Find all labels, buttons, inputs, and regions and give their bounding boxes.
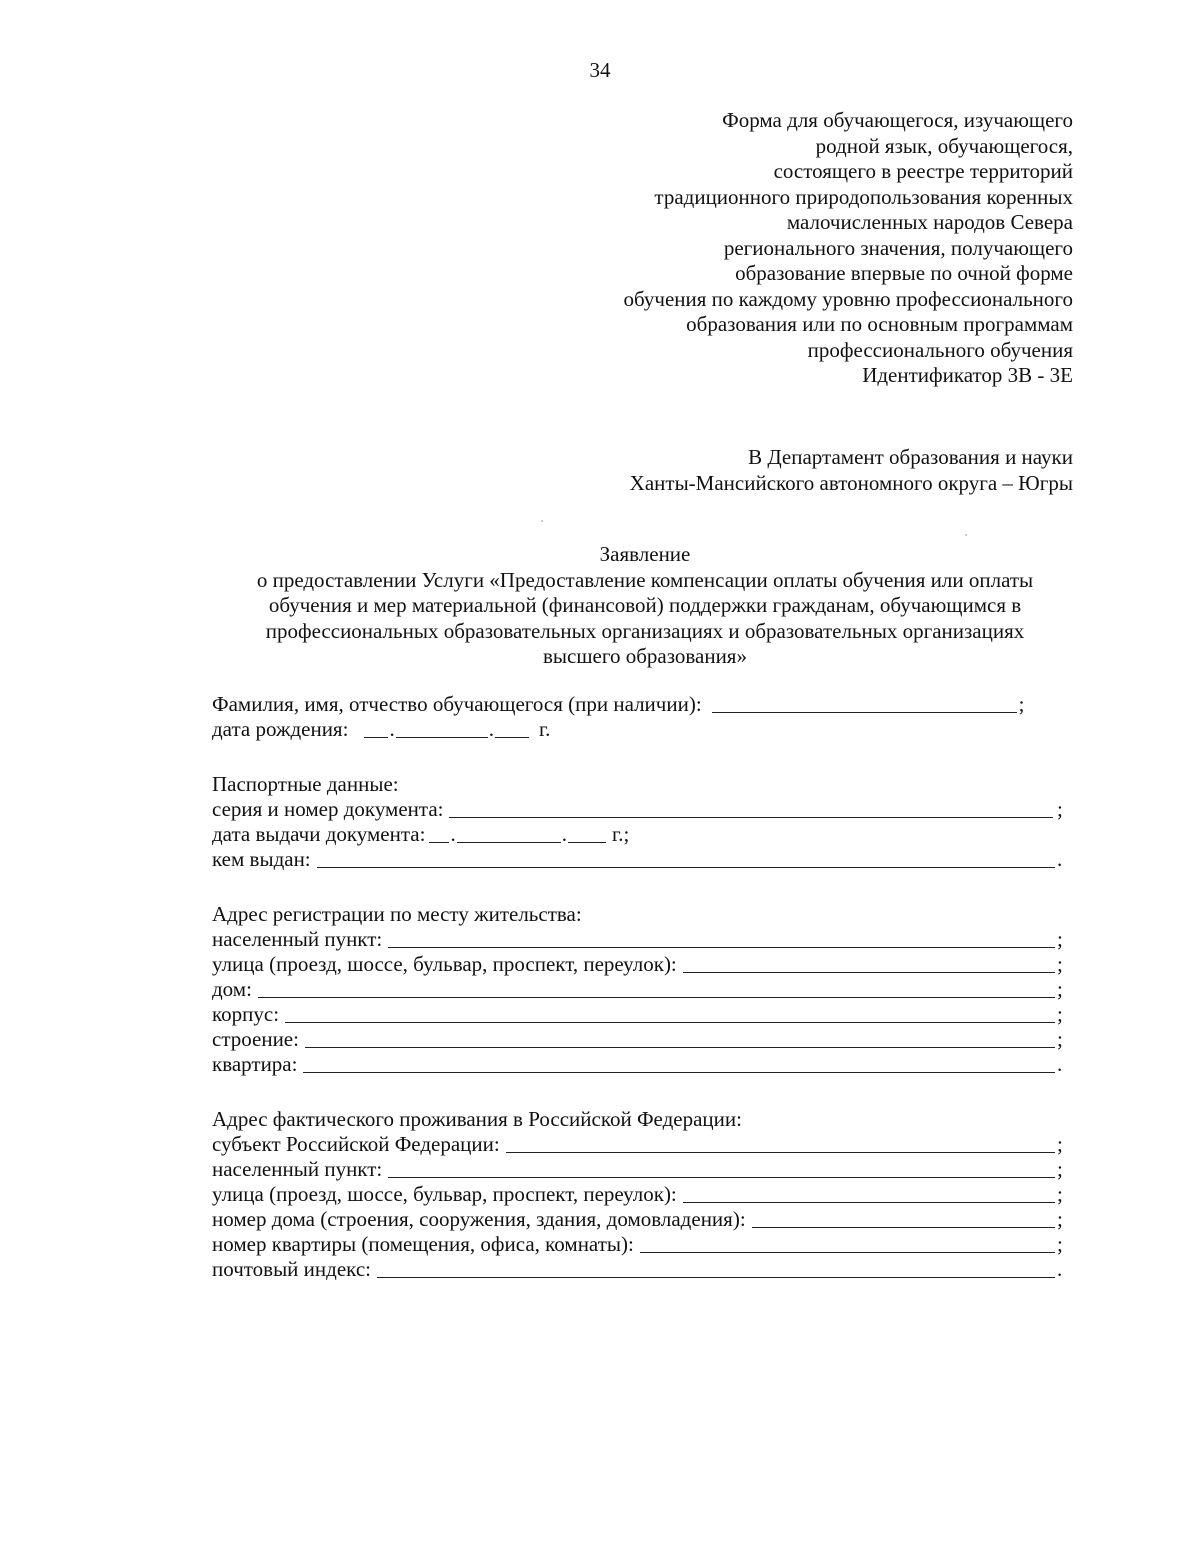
title-heading: Заявление <box>599 542 691 566</box>
field-label: номер дома (строения, сооружения, здания, домовладения): <box>212 1206 746 1231</box>
field-end: ; <box>1057 1231 1063 1256</box>
header-line: традиционного природопользования коренных <box>654 184 1073 209</box>
header-line: образования или по основным программам <box>686 312 1073 336</box>
field-blank[interactable] <box>683 971 1055 973</box>
date-separator: . <box>561 821 567 846</box>
issue-year-blank[interactable] <box>568 841 606 843</box>
title-line: обучения и мер материальной (финансовой) поддержки гражданам, обучающимся в <box>268 593 1022 617</box>
field-end: ; <box>1057 926 1063 951</box>
field-blank[interactable] <box>388 946 1055 948</box>
field-label: субъект Российской Федерации: <box>212 1131 500 1156</box>
residence-field[interactable] <box>212 1207 1067 1232</box>
field-label: населенный пункт: <box>212 926 383 951</box>
year-suffix: г.; <box>611 821 630 846</box>
field-end: . <box>1057 1256 1063 1281</box>
scan-speck <box>965 534 967 536</box>
passport-series-blank[interactable] <box>449 816 1053 818</box>
header-line: обучения по каждому уровню профессионального <box>623 286 1073 311</box>
registration-field[interactable] <box>212 977 1067 1002</box>
field-label: строение: <box>212 1026 299 1051</box>
header-line: родной язык, обучающегося, <box>815 133 1073 158</box>
field-end: ; <box>1057 976 1063 1001</box>
field-label: почтовый индекс: <box>212 1256 371 1281</box>
issue-day-blank[interactable] <box>429 841 449 843</box>
title-line: высшего образования» <box>543 644 747 668</box>
birth-month-blank[interactable] <box>396 736 488 738</box>
date-separator: . <box>389 716 395 741</box>
recipient-line: Ханты-Мансийского автономного округа – Югры <box>629 471 1073 495</box>
form-type-header <box>513 108 1073 389</box>
passport-series-field[interactable] <box>212 797 1067 822</box>
field-blank[interactable] <box>305 1046 1055 1048</box>
issued-by-label: кем выдан: <box>212 846 311 871</box>
student-section <box>212 692 1067 742</box>
field-blank[interactable] <box>683 1201 1055 1203</box>
residence-field[interactable] <box>212 1132 1067 1157</box>
field-blank[interactable] <box>752 1226 1055 1228</box>
application-form <box>212 692 1067 1312</box>
fio-blank[interactable] <box>712 711 1017 713</box>
issue-month-blank[interactable] <box>457 841 561 843</box>
registration-field[interactable] <box>212 952 1067 977</box>
registration-heading: Адрес регистрации по месту жительства: <box>212 901 582 926</box>
document-title <box>180 542 1110 670</box>
birth-date-label: дата рождения: <box>212 716 349 741</box>
issued-by-end: . <box>1057 846 1063 871</box>
date-separator: . <box>450 821 456 846</box>
field-blank[interactable] <box>377 1276 1055 1278</box>
header-line: образование впервые по очной форме <box>735 261 1073 285</box>
passport-heading: Паспортные данные: <box>212 771 399 796</box>
registration-field[interactable] <box>212 927 1067 952</box>
field-end: . <box>1057 1051 1063 1076</box>
fio-label: Фамилия, имя, отчество обучающегося (при наличии): <box>212 691 702 716</box>
field-end: ; <box>1057 1001 1063 1026</box>
header-line: малочисленных народов Севера <box>786 210 1073 234</box>
field-end: ; <box>1057 1156 1063 1181</box>
field-label: улица (проезд, шоссе, бульвар, проспект, переулок): <box>212 1181 677 1206</box>
field-end: ; <box>1057 951 1063 976</box>
header-line: профессионального обучения <box>807 337 1073 362</box>
field-label: квартира: <box>212 1051 298 1076</box>
residence-heading: Адрес фактического проживания в Российской Федерации: <box>212 1106 742 1131</box>
header-line: регионального значения, получающего <box>723 235 1073 260</box>
field-label: населенный пункт: <box>212 1156 383 1181</box>
title-line: о предоставлении Услуги «Предоставление компенсации оплаты обучения или оплаты <box>256 567 1034 592</box>
issued-by-blank[interactable] <box>317 866 1055 868</box>
field-label: номер квартиры (помещения, офиса, комнаты): <box>212 1231 634 1256</box>
field-blank[interactable] <box>285 1021 1055 1023</box>
field-blank[interactable] <box>258 996 1055 998</box>
birth-year-blank[interactable] <box>495 736 529 738</box>
header-line: состоящего в реестре территорий <box>773 159 1073 183</box>
field-label: улица (проезд, шоссе, бульвар, проспект, переулок): <box>212 951 677 976</box>
identifier-line: Идентификатор 3В - 3Е <box>862 363 1073 387</box>
title-line: профессиональных образовательных организациях и образовательных организациях <box>265 618 1025 643</box>
recipient-block <box>453 444 1073 496</box>
field-end: ; <box>1057 1131 1063 1156</box>
page-number: 34 <box>589 58 611 82</box>
residence-field[interactable] <box>212 1232 1067 1257</box>
passport-series-label: серия и номер документа: <box>212 796 444 821</box>
field-label: дом: <box>212 976 252 1001</box>
residence-field[interactable] <box>212 1257 1067 1282</box>
field-blank[interactable] <box>388 1176 1055 1178</box>
fio-end: ; <box>1018 691 1025 716</box>
residence-field[interactable] <box>212 1157 1067 1182</box>
field-end: ; <box>1057 1206 1063 1231</box>
passport-section <box>212 772 1067 872</box>
field-end: ; <box>1057 1026 1063 1051</box>
field-blank[interactable] <box>506 1151 1055 1153</box>
header-line: Форма для обучающегося, изучающего <box>722 108 1073 132</box>
field-label: корпус: <box>212 1001 280 1026</box>
registration-field[interactable] <box>212 1027 1067 1052</box>
field-end: ; <box>1057 1181 1063 1206</box>
year-suffix: г. <box>538 716 551 741</box>
residence-field[interactable] <box>212 1182 1067 1207</box>
field-blank[interactable] <box>640 1251 1055 1253</box>
registration-address-section <box>212 902 1067 1077</box>
issue-date-label: дата выдачи документа: <box>212 821 426 846</box>
birth-day-blank[interactable] <box>364 736 388 738</box>
issued-by-field[interactable] <box>212 847 1067 872</box>
fio-field[interactable] <box>212 692 1067 717</box>
recipient-line: В Департамент образования и науки <box>748 445 1073 469</box>
residence-address-section <box>212 1107 1067 1282</box>
birth-date-field <box>212 717 1067 742</box>
passport-series-end: ; <box>1057 796 1063 821</box>
registration-field[interactable] <box>212 1002 1067 1027</box>
field-blank[interactable] <box>303 1071 1055 1073</box>
registration-field[interactable] <box>212 1052 1067 1077</box>
passport-issue-date-field <box>212 822 1067 847</box>
date-separator: . <box>488 716 494 741</box>
scan-speck <box>541 520 543 522</box>
